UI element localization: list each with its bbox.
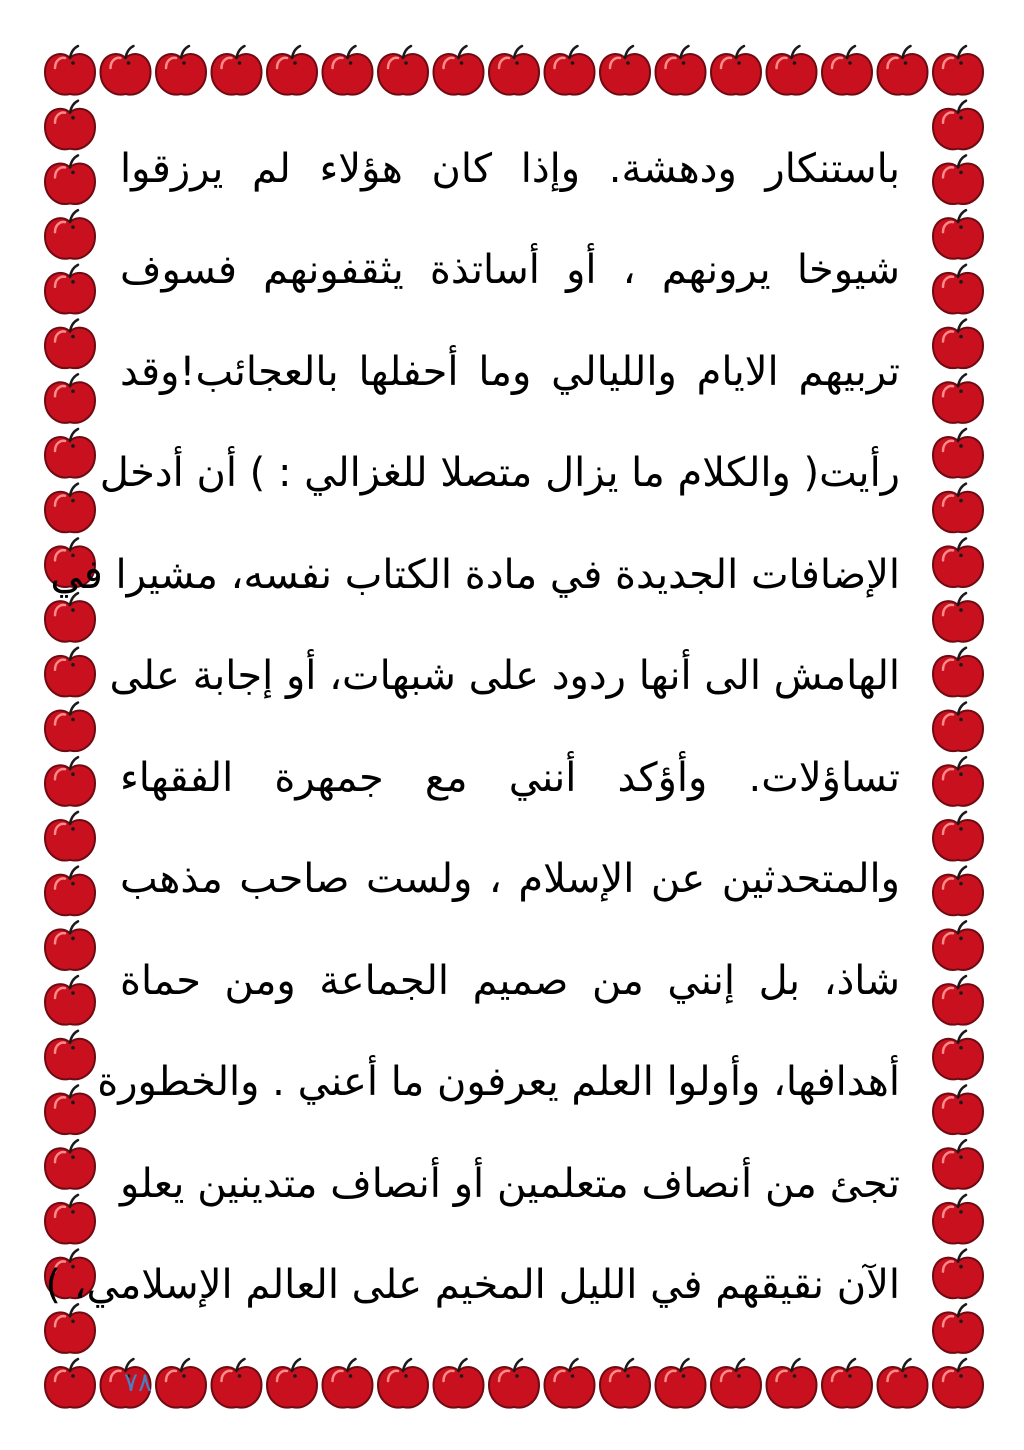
text-line: شاذ، بل إنني من صميم الجماعة ومن حماة bbox=[120, 957, 900, 1004]
apple-icon bbox=[45, 429, 95, 478]
apple-icon bbox=[933, 1250, 983, 1299]
apple-icon bbox=[489, 46, 539, 95]
apple-icon bbox=[45, 1140, 95, 1189]
apple-icon bbox=[933, 155, 983, 204]
apple-icon bbox=[933, 976, 983, 1025]
apple-icon bbox=[933, 1359, 983, 1408]
apple-icon bbox=[45, 265, 95, 314]
apple-icon bbox=[45, 101, 95, 150]
apple-icon bbox=[878, 1359, 928, 1408]
apple-icon bbox=[933, 374, 983, 423]
text-line: الهامش الى أنها ردود على شبهات، أو إجابة على bbox=[109, 653, 900, 700]
apple-icon bbox=[933, 320, 983, 369]
apple-icon bbox=[45, 1359, 95, 1408]
apple-icon bbox=[933, 1031, 983, 1080]
text-line: تجئ من أنصاف متعلمين أو أنصاف متدينين يعلو bbox=[120, 1160, 900, 1207]
apple-icon bbox=[45, 921, 95, 970]
apple-icon bbox=[45, 320, 95, 369]
apple-icon bbox=[212, 1359, 262, 1408]
text-line: تساؤلات. وأؤكد أنني مع جمهرة الفقهاء bbox=[120, 754, 900, 801]
apple-icon bbox=[45, 1031, 95, 1080]
apple-icon bbox=[933, 867, 983, 916]
apple-icon bbox=[212, 46, 262, 95]
body-text bbox=[45, 118, 900, 1338]
apple-icon bbox=[767, 46, 817, 95]
apple-icon bbox=[933, 46, 983, 95]
apple-icon bbox=[933, 210, 983, 259]
apple-icon bbox=[767, 1359, 817, 1408]
apple-icon bbox=[45, 757, 95, 806]
apple-icon bbox=[45, 1195, 95, 1244]
apple-icon bbox=[933, 1195, 983, 1244]
apple-icon bbox=[656, 46, 706, 95]
apple-icon bbox=[45, 155, 95, 204]
apple-icon bbox=[822, 46, 872, 95]
apple-icon bbox=[45, 593, 95, 642]
apple-icon bbox=[933, 921, 983, 970]
apple-icon bbox=[489, 1359, 539, 1408]
page-number: ٧٨ bbox=[124, 1368, 152, 1398]
apple-icon bbox=[323, 46, 373, 95]
apple-icon bbox=[933, 1085, 983, 1134]
apple-icon bbox=[933, 429, 983, 478]
apple-icon bbox=[45, 1085, 95, 1134]
apple-icon bbox=[45, 867, 95, 916]
apple-icon bbox=[878, 46, 928, 95]
apple-icon bbox=[45, 976, 95, 1025]
apple-icon bbox=[600, 46, 650, 95]
apple-icon bbox=[933, 265, 983, 314]
text-line: تربيهم الايام والليالي وما أحفلها بالعجائب!وقد bbox=[120, 348, 900, 395]
apple-icon bbox=[434, 1359, 484, 1408]
text-line: الإضافات الجديدة في مادة الكتاب نفسه، مشيرا في bbox=[50, 551, 900, 598]
apple-icon bbox=[156, 46, 206, 95]
apple-icon bbox=[822, 1359, 872, 1408]
apple-icon bbox=[933, 1140, 983, 1189]
text-line: أهدافها، وأولوا العلم يعرفون ما أعني . والخطورة bbox=[97, 1059, 900, 1106]
text-line: والمتحدثين عن الإسلام ، ولست صاحب مذهب bbox=[120, 856, 900, 903]
apple-icon bbox=[156, 1359, 206, 1408]
apple-icon bbox=[45, 210, 95, 259]
apple-icon bbox=[545, 46, 595, 95]
apple-icon bbox=[45, 46, 95, 95]
text-line: الآن نقيقهم في الليل المخيم على العالم الإسلامي، ) bbox=[45, 1262, 900, 1309]
apple-icon bbox=[45, 484, 95, 533]
apple-icon bbox=[434, 46, 484, 95]
text-line: رأيت( والكلام ما يزال متصلا للغزالي : ) أن أدخل bbox=[99, 450, 900, 497]
apple-icon bbox=[378, 1359, 428, 1408]
apple-icon bbox=[933, 812, 983, 861]
apple-icon bbox=[600, 1359, 650, 1408]
apple-icon bbox=[933, 538, 983, 587]
apple-icon bbox=[45, 703, 95, 752]
apple-icon bbox=[933, 703, 983, 752]
apple-icon bbox=[933, 648, 983, 697]
apple-icon bbox=[267, 1359, 317, 1408]
apple-icon bbox=[711, 1359, 761, 1408]
apple-icon bbox=[933, 101, 983, 150]
apple-icon bbox=[933, 593, 983, 642]
apple-icon bbox=[545, 1359, 595, 1408]
apple-icon bbox=[267, 46, 317, 95]
apple-icon bbox=[656, 1359, 706, 1408]
apple-icon bbox=[711, 46, 761, 95]
apple-icon bbox=[101, 46, 151, 95]
apple-icon bbox=[378, 46, 428, 95]
apple-icon bbox=[45, 1304, 95, 1353]
apple-icon bbox=[933, 484, 983, 533]
text-line: باستنكار ودهشة. وإذا كان هؤلاء لم يرزقوا bbox=[120, 145, 900, 192]
apple-icon bbox=[45, 374, 95, 423]
apple-icon bbox=[323, 1359, 373, 1408]
apple-icon bbox=[45, 648, 95, 697]
apple-icon bbox=[933, 1304, 983, 1353]
text-line: شيوخا يرونهم ، أو أساتذة يثقفونهم فسوف bbox=[120, 247, 900, 294]
apple-icon bbox=[933, 757, 983, 806]
apple-icon bbox=[45, 812, 95, 861]
